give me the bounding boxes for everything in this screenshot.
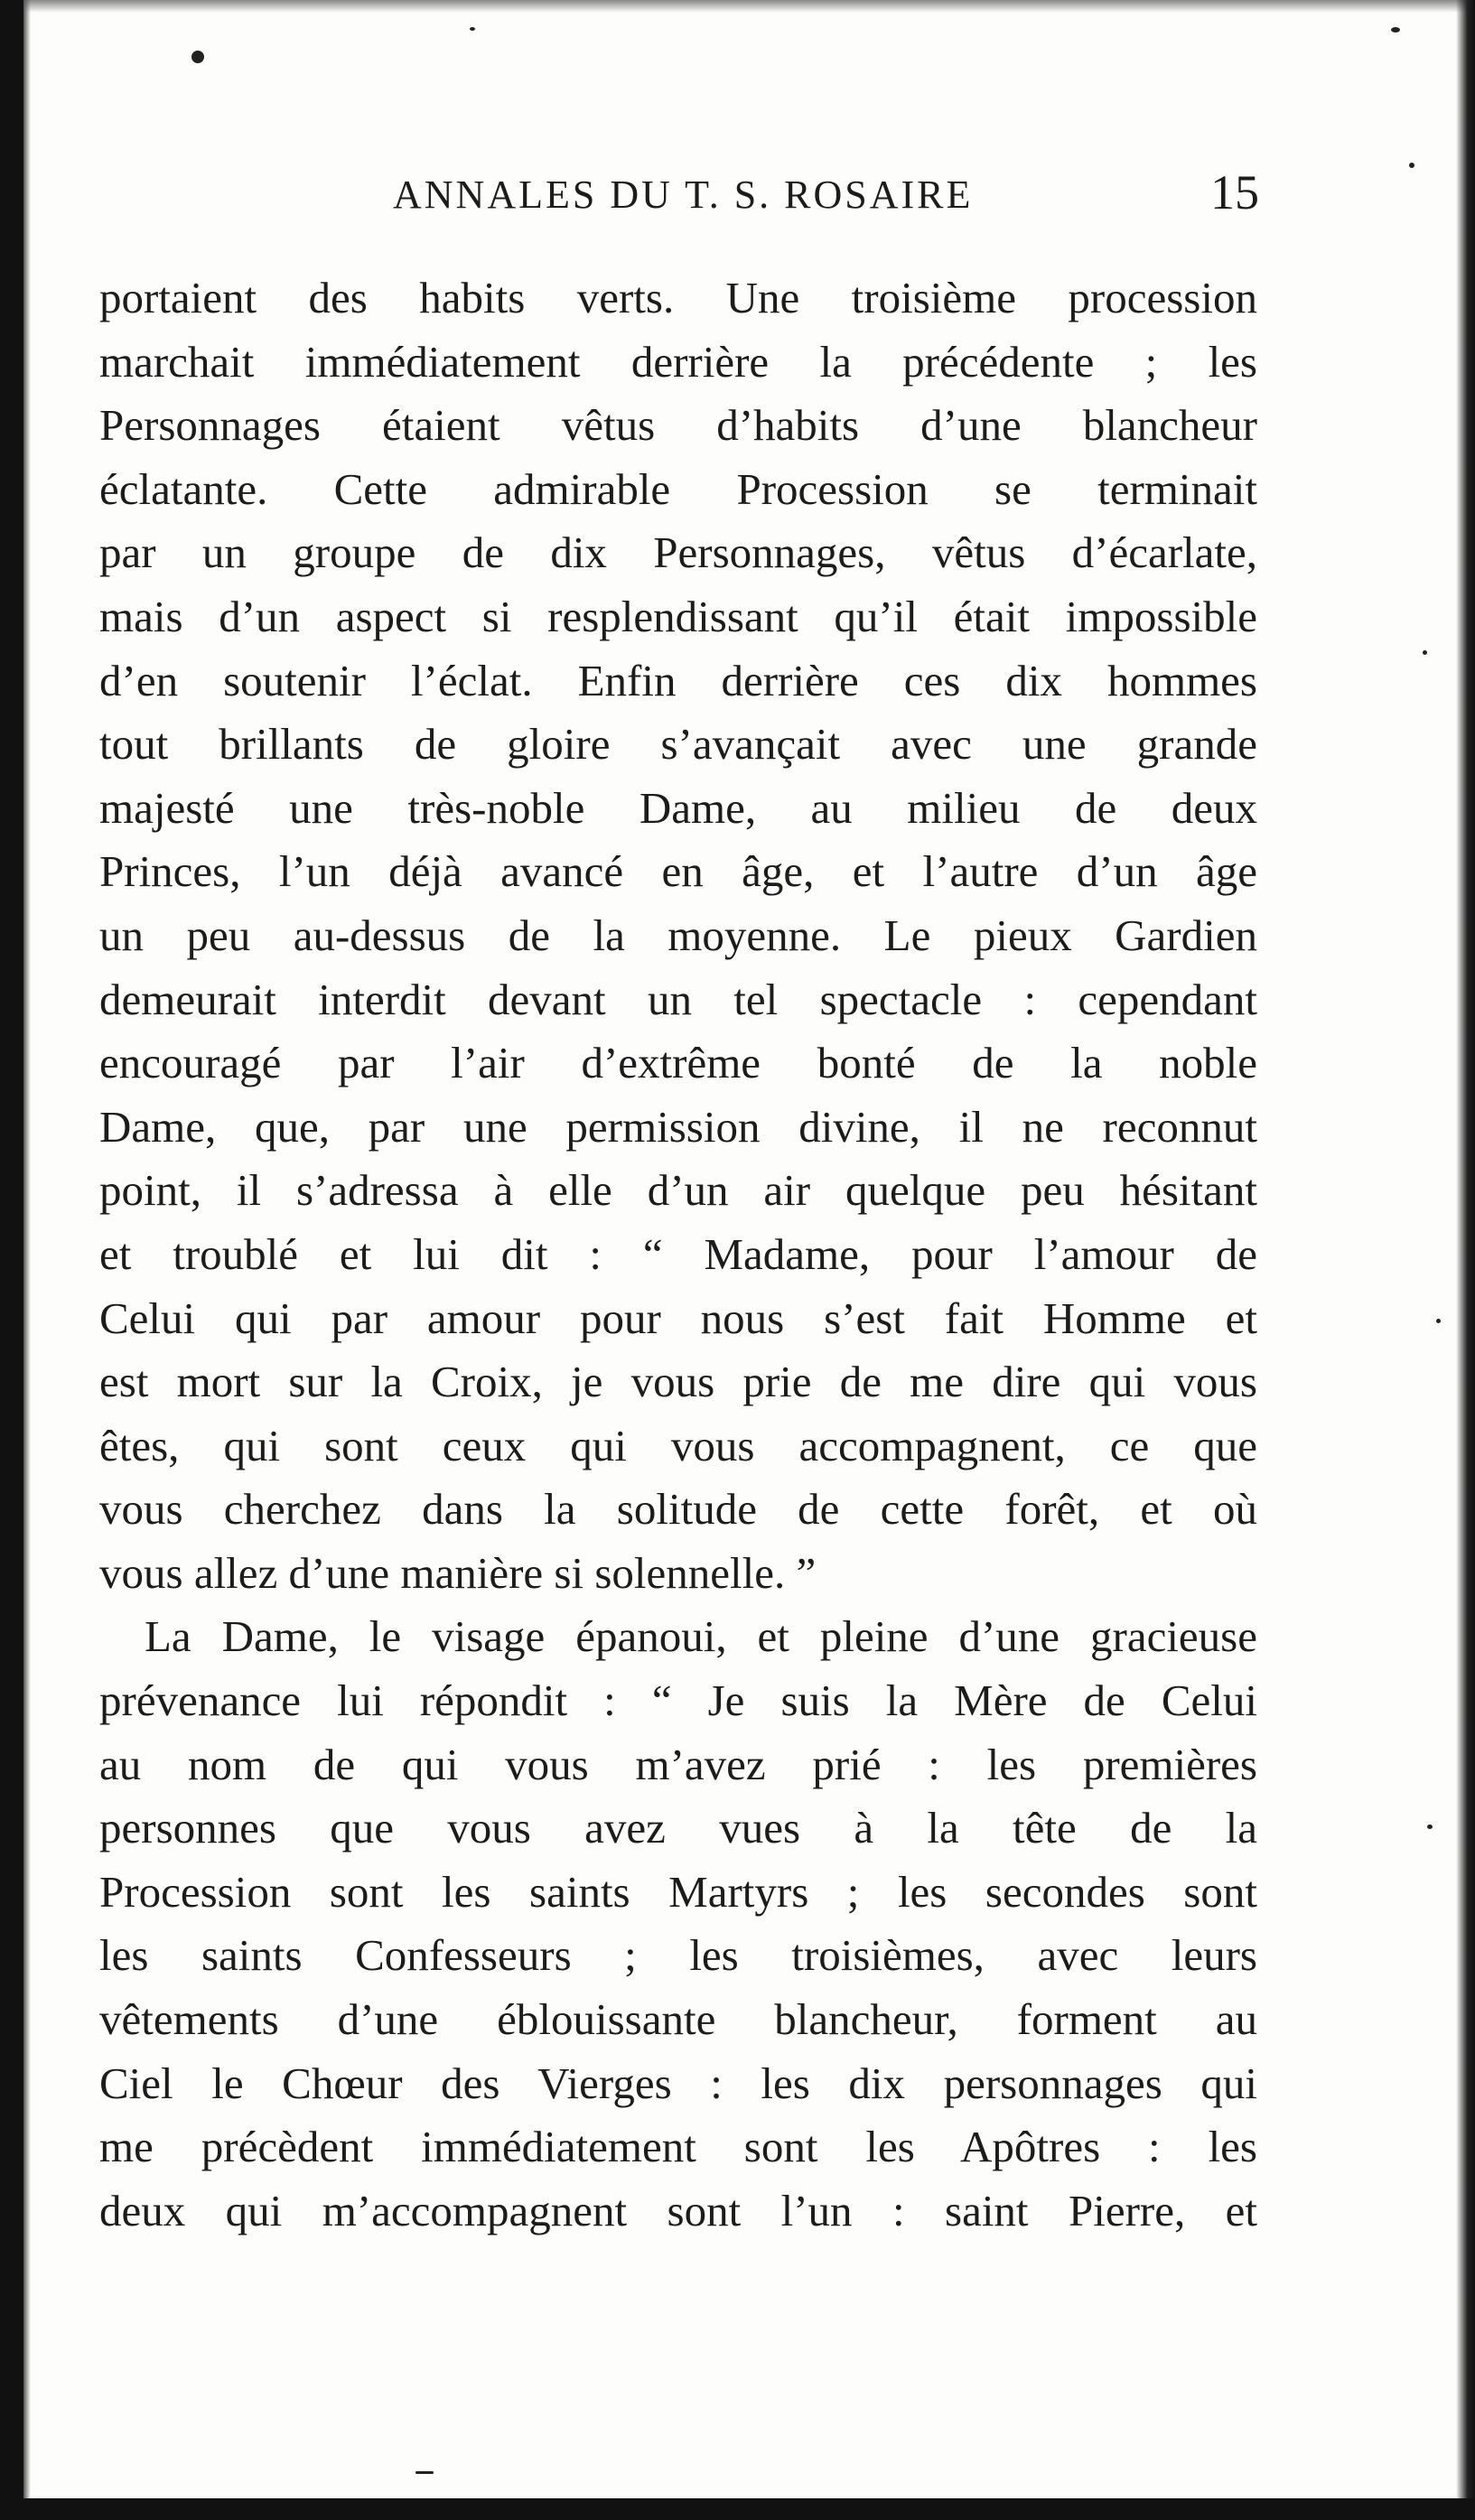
running-head [99, 163, 1259, 235]
text-line: Personnages étaient vêtus d’habits d’une blancheur [99, 400, 1257, 451]
text-line: demeurait interdit devant un tel spectacle : cependant [99, 974, 1257, 1024]
text-line: mais d’un aspect si resplendissant qu’il était impossible [99, 591, 1257, 641]
text-line: me précèdent immédiatement sont les Apôtres : les [99, 2122, 1257, 2172]
text-line: Princes, l’un déjà avancé en âge, et l’autre d’un âge [99, 846, 1257, 897]
text-line: éclatante. Cette admirable Procession se terminait [99, 463, 1257, 514]
text-line: vous cherchez dans la solitude de cette forêt, et où [99, 1484, 1257, 1535]
scan-speck [1391, 27, 1400, 33]
text-line: d’en soutenir l’éclat. Enfin derrière ces dix hommes [99, 655, 1257, 705]
text-line: marchait immédiatement derrière la précédente ; les [99, 336, 1257, 387]
text-line: êtes, qui sont ceux qui vous accompagnent, ce que [99, 1420, 1257, 1470]
text-line: par un groupe de dix Personnages, vêtus d’écarlate, [99, 527, 1257, 578]
text-line: au nom de qui vous m’avez prié : les premières [99, 1739, 1257, 1789]
paragraph [99, 1605, 1257, 2243]
scan-speck [1423, 650, 1427, 655]
scan-speck [470, 27, 475, 31]
text-line: est mort sur la Croix, je vous prie de me dire qui vous [99, 1357, 1257, 1407]
text-line: vous allez d’une manière si solennelle. ” [99, 1547, 817, 1598]
scan-speck [1436, 1319, 1441, 1323]
text-line: prévenance lui répondit : “ Je suis la Mère de Celui [99, 1675, 1257, 1726]
text-line: les saints Confesseurs ; les troisièmes, avec leurs [99, 1930, 1257, 1981]
text-line: Celui qui par amour pour nous s’est fait Homme et [99, 1293, 1257, 1343]
scan-speck [1427, 1825, 1433, 1829]
text-line: Ciel le Chœur des Vierges : les dix personnages qui [99, 2058, 1257, 2108]
text-line: et troublé et lui dit : “ Madame, pour l’amour de [99, 1228, 1257, 1279]
text-line: majesté une très-noble Dame, au milieu de deux [99, 782, 1257, 833]
paragraph [99, 266, 1257, 1605]
text-line: un peu au-dessus de la moyenne. Le pieux Gardien [99, 910, 1257, 960]
text-line: encouragé par l’air d’extrême bonté de la noble [99, 1038, 1257, 1088]
scan-speck [1409, 163, 1414, 168]
running-title: ANNALES DU T. S. ROSAIRE [393, 173, 974, 217]
body-text [99, 266, 1257, 2243]
scan-speck [415, 2471, 434, 2474]
page-left-edge [0, 0, 23, 2520]
text-line: tout brillants de gloire s’avançait avec une grande [99, 719, 1257, 770]
text-line: Dame, que, par une permission divine, il ne reconnut [99, 1101, 1257, 1152]
page-right-edge [1456, 0, 1475, 2520]
page-left-shadow [23, 0, 31, 2520]
text-line: vêtements d’une éblouissante blancheur, forment au [99, 1994, 1257, 2045]
text-line: portaient des habits verts. Une troisième procession [99, 273, 1257, 322]
page-top-shadow [0, 0, 1475, 13]
text-line: La Dame, le visage épanoui, et pleine d’une gracieuse [145, 1611, 1257, 1662]
page-number: 15 [1210, 165, 1259, 219]
scan-speck [191, 51, 204, 63]
page-bottom-edge [0, 2498, 1475, 2520]
text-line: deux qui m’accompagnent sont l’un : saint Pierre, et [99, 2185, 1257, 2235]
text-line: personnes que vous avez vues à la tête de la [99, 1803, 1257, 1853]
text-line: point, il s’adressa à elle d’un air quelque peu hésitant [99, 1165, 1257, 1216]
text-line: Procession sont les saints Martyrs ; les secondes sont [99, 1866, 1257, 1917]
